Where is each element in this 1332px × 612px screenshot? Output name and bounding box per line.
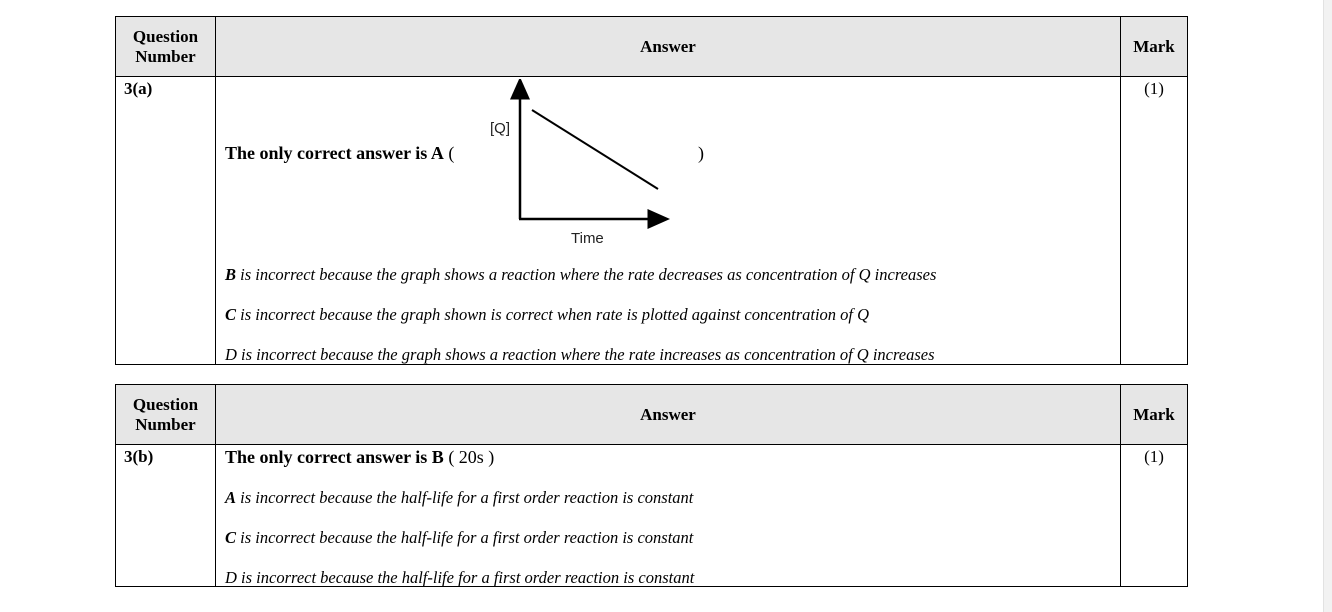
header-row	[116, 17, 1188, 77]
graph-xlabel: Time	[571, 230, 604, 247]
header-question-number-label: Question Number	[132, 26, 199, 66]
question-number-3b: 3(b)	[116, 445, 216, 587]
reason-a-3b	[225, 488, 693, 508]
correct-answer-3b	[225, 447, 494, 468]
graph-svg	[480, 79, 680, 249]
correct-answer-prefix-3a: The only correct answer is A	[225, 143, 444, 163]
header-answer: Answer	[216, 385, 1121, 445]
reason-c-3b	[225, 528, 693, 548]
mark-scheme-table-3a	[115, 16, 1188, 365]
close-paren-3a: )	[698, 143, 704, 163]
reason-letter: B	[225, 265, 237, 284]
header-mark: Mark	[1121, 385, 1188, 445]
open-paren-3a: (	[448, 143, 455, 163]
reason-letter: A	[225, 488, 237, 507]
header-mark: Mark	[1121, 17, 1188, 77]
reason-d-3a	[225, 345, 935, 365]
header-question-number	[116, 17, 216, 77]
reason-letter: D	[225, 345, 237, 364]
reason-letter: C	[225, 528, 237, 547]
scrollbar[interactable]	[1323, 0, 1332, 612]
reason-c-3a	[225, 305, 869, 325]
reason-text: is incorrect because the half-life for a first order reaction is constant	[236, 568, 695, 587]
reason-text: is incorrect because the half-life for a first order reaction is constant	[236, 488, 694, 507]
reason-text: is incorrect because the graph shown is correct when rate is plotted against concentration of Q	[236, 305, 870, 324]
correct-answer-prefix-3b: The only correct answer is B	[225, 447, 444, 467]
header-question-number-label: Question Number	[132, 394, 199, 434]
mark-3b: (1)	[1121, 445, 1188, 587]
question-number-3a: 3(a)	[116, 77, 216, 365]
reason-b-3a	[225, 265, 936, 285]
reason-text: is incorrect because the graph shows a reaction where the rate increases as concentration of Q increases	[236, 345, 935, 364]
concentration-time-graph	[480, 79, 680, 249]
mark-3a: (1)	[1121, 77, 1188, 365]
graph-ylabel: [Q]	[490, 120, 511, 137]
reason-letter: D	[225, 568, 237, 587]
mark-scheme-table-3b	[115, 384, 1188, 587]
header-answer: Answer	[216, 17, 1121, 77]
answer-cell-3b	[216, 445, 1121, 587]
data-line	[532, 110, 658, 189]
reason-letter: C	[225, 305, 237, 324]
correct-answer-3a	[225, 143, 454, 164]
reason-text: is incorrect because the graph shows a reaction where the rate decreases as concentration of Q increases	[236, 265, 937, 284]
correct-answer-value-3b: ( 20s )	[443, 447, 495, 467]
header-row	[116, 385, 1188, 445]
reason-d-3b	[225, 568, 694, 588]
header-question-number	[116, 385, 216, 445]
answer-cell-3a	[216, 77, 1121, 365]
reason-text: is incorrect because the half-life for a first order reaction is constant	[236, 528, 694, 547]
answer-row-3b	[116, 445, 1188, 587]
answer-row-3a	[116, 77, 1188, 365]
